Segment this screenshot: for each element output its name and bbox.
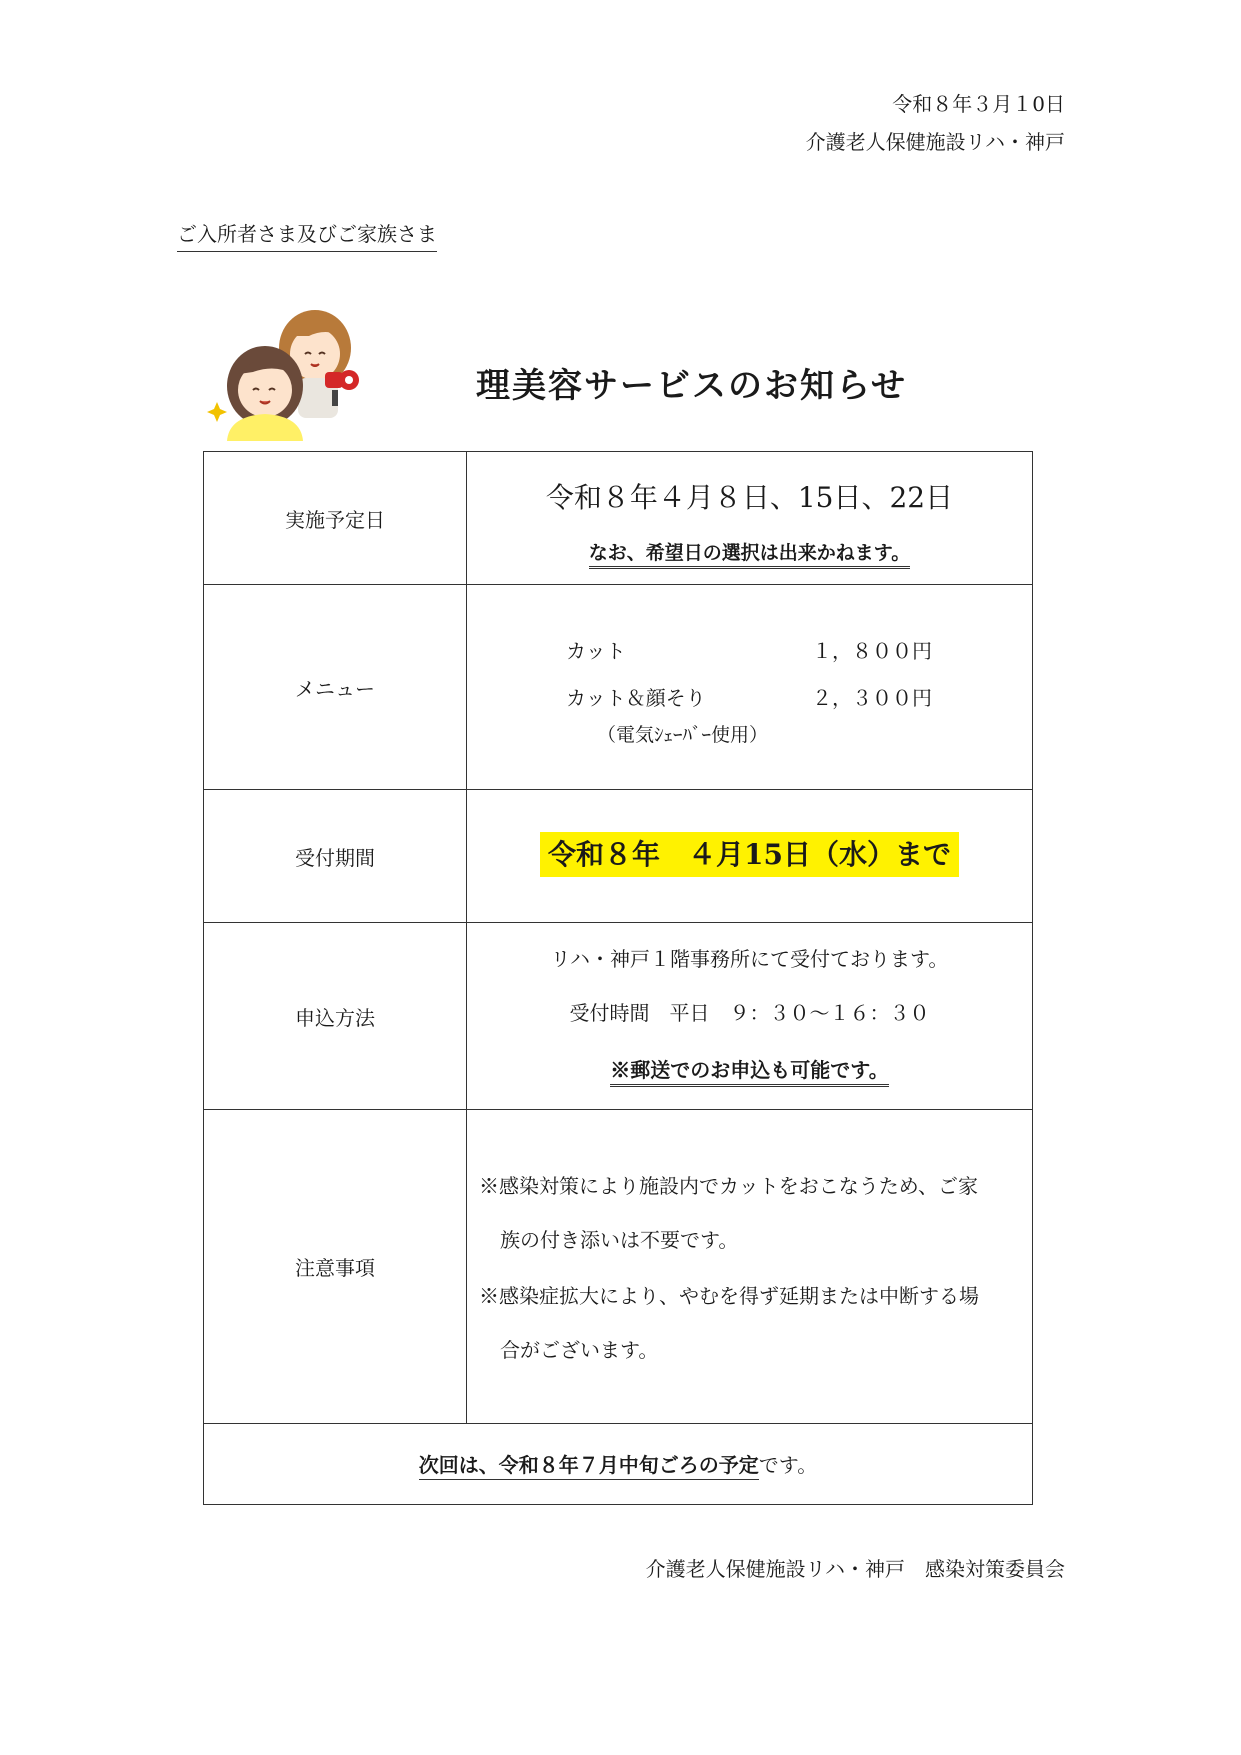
period-value xyxy=(467,790,1032,922)
menu-item-price: ２，３００円 xyxy=(812,686,932,710)
schedule-label: 実施予定日 xyxy=(204,452,467,584)
footer-signature: 介護老人保健施設リハ・神戸 感染対策委員会 xyxy=(645,1557,1065,1581)
apply-line-place: リハ・神戸１階事務所にて受付ております。 xyxy=(550,947,949,971)
schedule-dates: 令和８年４月８日、15日、22日 xyxy=(545,481,954,514)
table-row-period xyxy=(204,790,1032,923)
period-label: 受付期間 xyxy=(204,790,467,922)
facility-name: 介護老人保健施設リハ・神戸 xyxy=(805,130,1065,154)
deadline-wrap xyxy=(467,833,1032,873)
deadline-highlight: 令和８年 ４月15日（水）まで xyxy=(540,832,959,877)
menu-value xyxy=(467,585,1032,789)
sparkle-icon xyxy=(207,402,227,422)
notes-value xyxy=(467,1110,1032,1423)
menu-item-price: １，８００円 xyxy=(812,639,932,663)
note-line: 合がございます。 xyxy=(500,1338,659,1362)
hairdresser-illustration xyxy=(205,306,380,441)
schedule-note: なお、希望日の選択は出来かねます。 xyxy=(589,542,910,569)
table-row-schedule xyxy=(204,452,1032,585)
menu-item-name: カット xyxy=(566,639,626,663)
table-row-notes xyxy=(204,1110,1032,1424)
menu-label: メニュー xyxy=(204,585,467,789)
note-line: ※感染症拡大により、やむを得ず延期または中断する場 xyxy=(479,1284,979,1308)
notes-label: 注意事項 xyxy=(204,1110,467,1423)
table-row-menu xyxy=(204,585,1032,790)
note-line: ※感染対策により施設内でカットをおこなうため、ご家 xyxy=(479,1174,978,1198)
next-schedule xyxy=(204,1449,1032,1478)
apply-line-hours: 受付時間 平日 ９：３０～１６：３０ xyxy=(569,1001,930,1025)
next-schedule-tail: です。 xyxy=(758,1453,818,1477)
info-table xyxy=(203,451,1033,1505)
apply-line-mail-wrap xyxy=(467,1054,1032,1083)
table-row-next xyxy=(204,1424,1032,1506)
menu-item-name: カット＆顔そり xyxy=(566,686,706,710)
apply-label: 申込方法 xyxy=(204,923,467,1109)
customer-figure xyxy=(227,346,303,441)
apply-value xyxy=(467,923,1032,1109)
apply-line-mail: ※郵送でのお申込も可能です。 xyxy=(610,1058,888,1087)
document-date: 令和８年３月１0日 xyxy=(892,92,1065,116)
schedule-value xyxy=(467,452,1032,584)
menu-note: （電気ｼｪｰﾊﾞｰ使用） xyxy=(597,724,769,746)
note-line: 族の付き添いは不要です。 xyxy=(500,1228,739,1252)
next-schedule-bold: 次回は、令和８年７月中旬ごろの予定 xyxy=(419,1453,759,1480)
page-title: 理美容サービスのお知らせ xyxy=(476,366,907,406)
schedule-note-wrap xyxy=(467,538,1032,565)
addressee: ご入所者さま及びご家族さま xyxy=(177,218,437,252)
table-row-apply xyxy=(204,923,1032,1110)
